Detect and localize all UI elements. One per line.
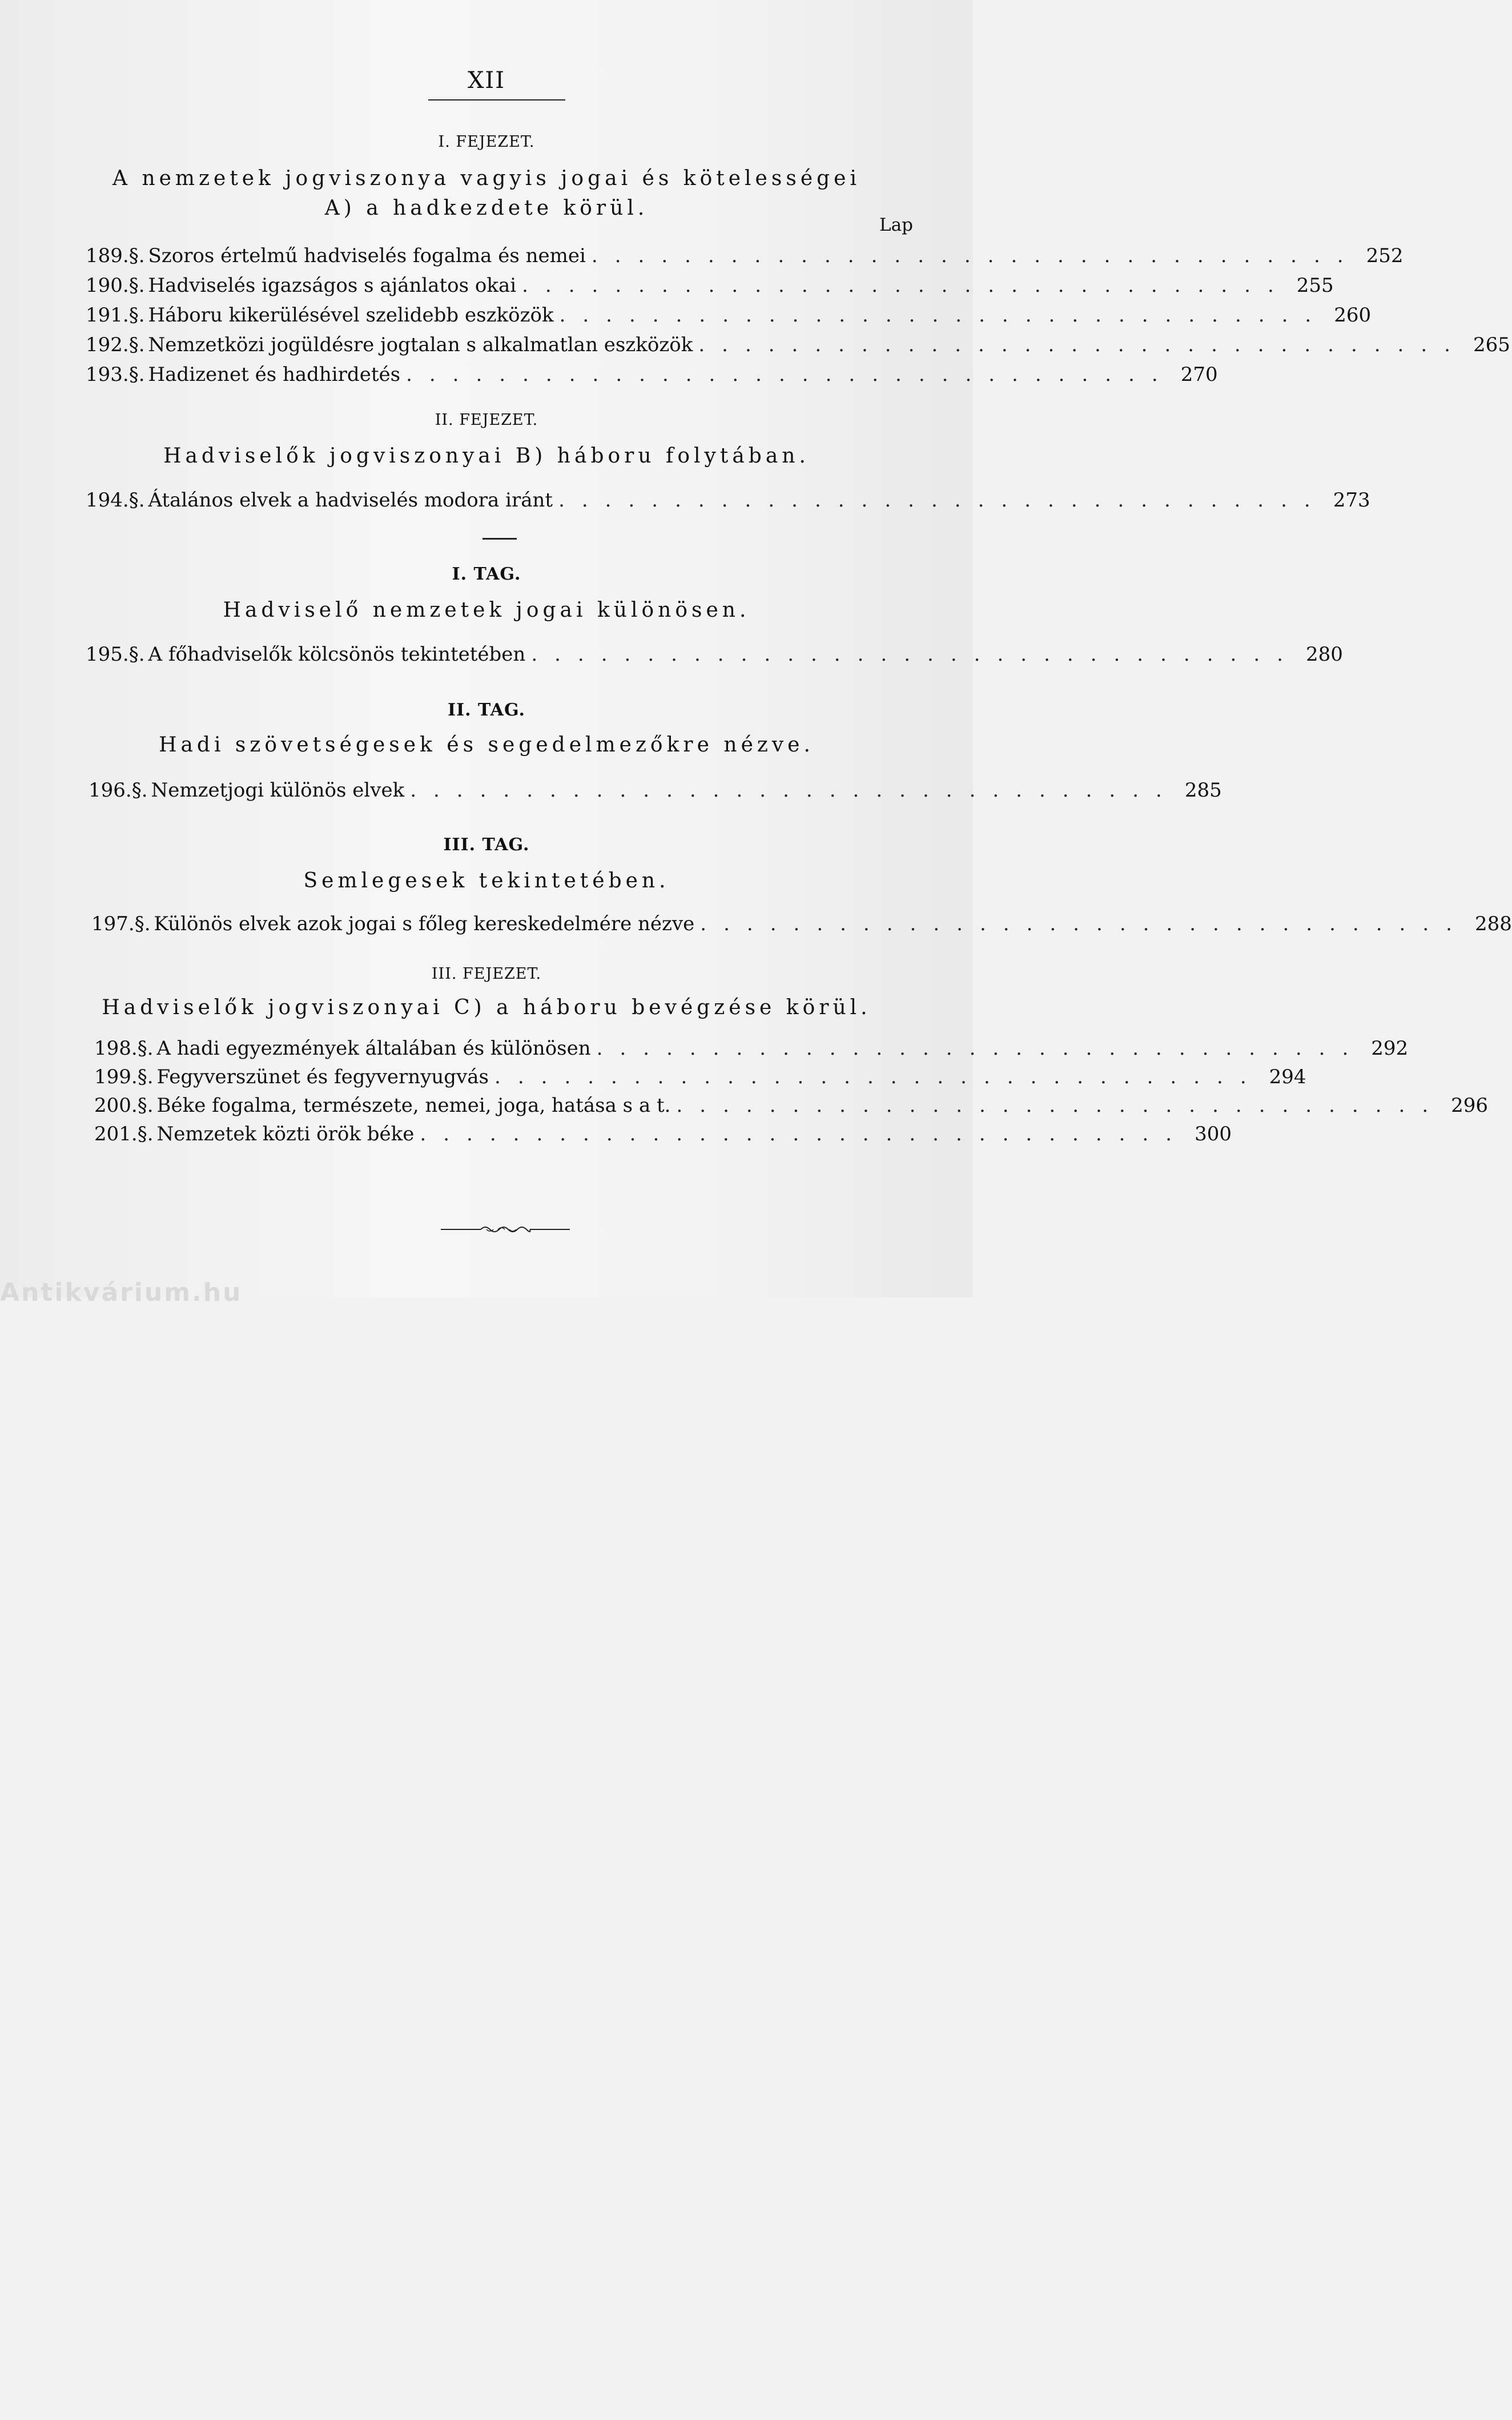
leader-dots: ................................. — [558, 489, 1328, 512]
section-sign: §. — [128, 333, 145, 356]
page-number: XII — [467, 67, 506, 94]
entry-page: 260 — [1334, 304, 1372, 327]
entry-title: A hadi egyezmények általában és különösen — [156, 1037, 591, 1060]
entry-number: 196. — [89, 779, 132, 802]
entry-title: Nemzetek közti örök béke — [156, 1123, 415, 1145]
entry-title: Különös elvek azok jogai s főleg kereskedelmére nézve — [154, 912, 695, 935]
section-sign: §. — [137, 1123, 154, 1145]
section-sign: §. — [131, 779, 148, 802]
entry-title: Hadviselés igazságos s ajánlatos okai — [148, 274, 517, 297]
chapter-title: Hadviselők jogviszonyai C) a háboru bevégzése körül. — [102, 996, 871, 1019]
entry-title: Nemzetjogi különös elvek — [151, 779, 405, 802]
watermark: Antikvárium.hu — [0, 1278, 243, 1307]
entry-title: Átalános elvek a hadviselés modora iránt — [148, 489, 553, 512]
entry-page: 255 — [1296, 274, 1334, 297]
leader-dots: ................................. — [591, 244, 1361, 267]
entry-page: 296 — [1451, 1094, 1489, 1117]
closing-ornament-icon — [441, 1221, 570, 1238]
entry-page: 300 — [1195, 1123, 1232, 1145]
entry-number: 192. — [86, 333, 129, 356]
entry-number: 197. — [91, 912, 135, 935]
section-sign: §. — [128, 363, 145, 386]
leader-dots: ................................. — [531, 643, 1300, 666]
entry-title: A főhadviselők kölcsönös tekintetében — [148, 643, 526, 666]
entry-page: 265 — [1473, 333, 1510, 356]
entry-page: 285 — [1184, 779, 1222, 802]
header-rule — [428, 99, 565, 101]
leader-dots: ................................. — [494, 1066, 1264, 1088]
toc-entry — [94, 1123, 1232, 2420]
entry-title: Szoros értelmű hadviselés fogalma és nemei — [148, 244, 586, 267]
chapter-title: Hadviselők jogviszonyai B) háboru folytában. — [163, 444, 810, 468]
part-title: Semlegesek tekintetében. — [303, 869, 670, 893]
leader-dots: ................................. — [406, 363, 1175, 386]
entry-number: 199. — [94, 1066, 138, 1088]
part-title: Hadviselő nemzetek jogai különösen. — [223, 598, 750, 622]
chapter-label: III. FEJEZET. — [431, 965, 542, 983]
section-sign: §. — [128, 304, 145, 327]
section-sign: §. — [128, 244, 145, 267]
section-sign: §. — [128, 643, 145, 666]
chapter-title: A nemzetek jogviszonya vagyis jogai és kötelességei — [112, 167, 860, 190]
chapter-title-line2: A) a hadkezdete körül. — [324, 196, 649, 220]
entry-title: Hadizenet és hadhirdetés — [148, 363, 401, 386]
entry-title: Fegyverszünet és fegyvernyugvás — [156, 1066, 489, 1088]
entry-number: 200. — [94, 1094, 138, 1117]
leader-dots: ................................. — [596, 1037, 1366, 1060]
section-divider — [482, 538, 517, 540]
leader-dots: ................................. — [698, 333, 1467, 356]
leader-dots: ................................. — [700, 912, 1469, 935]
chapter-label: II. FEJEZET. — [435, 411, 538, 429]
part-label: III. TAG. — [443, 835, 530, 855]
part-label: I. TAG. — [452, 564, 521, 584]
entry-title: Béke fogalma, természete, nemei, joga, hatása s a t. — [156, 1094, 671, 1117]
entry-page: 292 — [1371, 1037, 1409, 1060]
entry-page: 270 — [1180, 363, 1218, 386]
section-sign: §. — [128, 489, 145, 512]
entry-title: Háboru kikerülésével szelidebb eszközök — [148, 304, 554, 327]
entry-page: 252 — [1366, 244, 1404, 267]
entry-page: 294 — [1269, 1066, 1306, 1088]
part-title: Hadi szövetségesek és segedelmezőkre nézve. — [159, 733, 814, 757]
entry-title: Nemzetközi jogüldésre jogtalan s alkalmatlan eszközök — [148, 333, 693, 356]
leader-dots: ................................. — [676, 1094, 1446, 1117]
leader-dots: ................................. — [522, 274, 1291, 297]
entry-page: 288 — [1474, 912, 1512, 935]
leader-dots: ................................. — [420, 1123, 1189, 1145]
entry-number: 198. — [94, 1037, 138, 1060]
page-column-header: Lap — [879, 215, 913, 235]
entry-number: 189. — [86, 244, 129, 267]
entry-number: 190. — [86, 274, 129, 297]
entry-number: 191. — [86, 304, 129, 327]
entry-number: 201. — [94, 1123, 138, 1145]
entry-page: 273 — [1333, 489, 1370, 512]
entry-number: 193. — [86, 363, 129, 386]
section-sign: §. — [137, 1037, 154, 1060]
entry-page: 280 — [1305, 643, 1343, 666]
entry-number: 195. — [86, 643, 129, 666]
chapter-label: I. FEJEZET. — [438, 133, 535, 151]
entry-number: 194. — [86, 489, 129, 512]
section-sign: §. — [137, 1094, 154, 1117]
section-sign: §. — [134, 912, 151, 935]
leader-dots: ................................. — [410, 779, 1179, 802]
section-sign: §. — [137, 1066, 154, 1088]
section-sign: §. — [128, 274, 145, 297]
leader-dots: ................................. — [559, 304, 1329, 327]
part-label: II. TAG. — [448, 700, 525, 720]
